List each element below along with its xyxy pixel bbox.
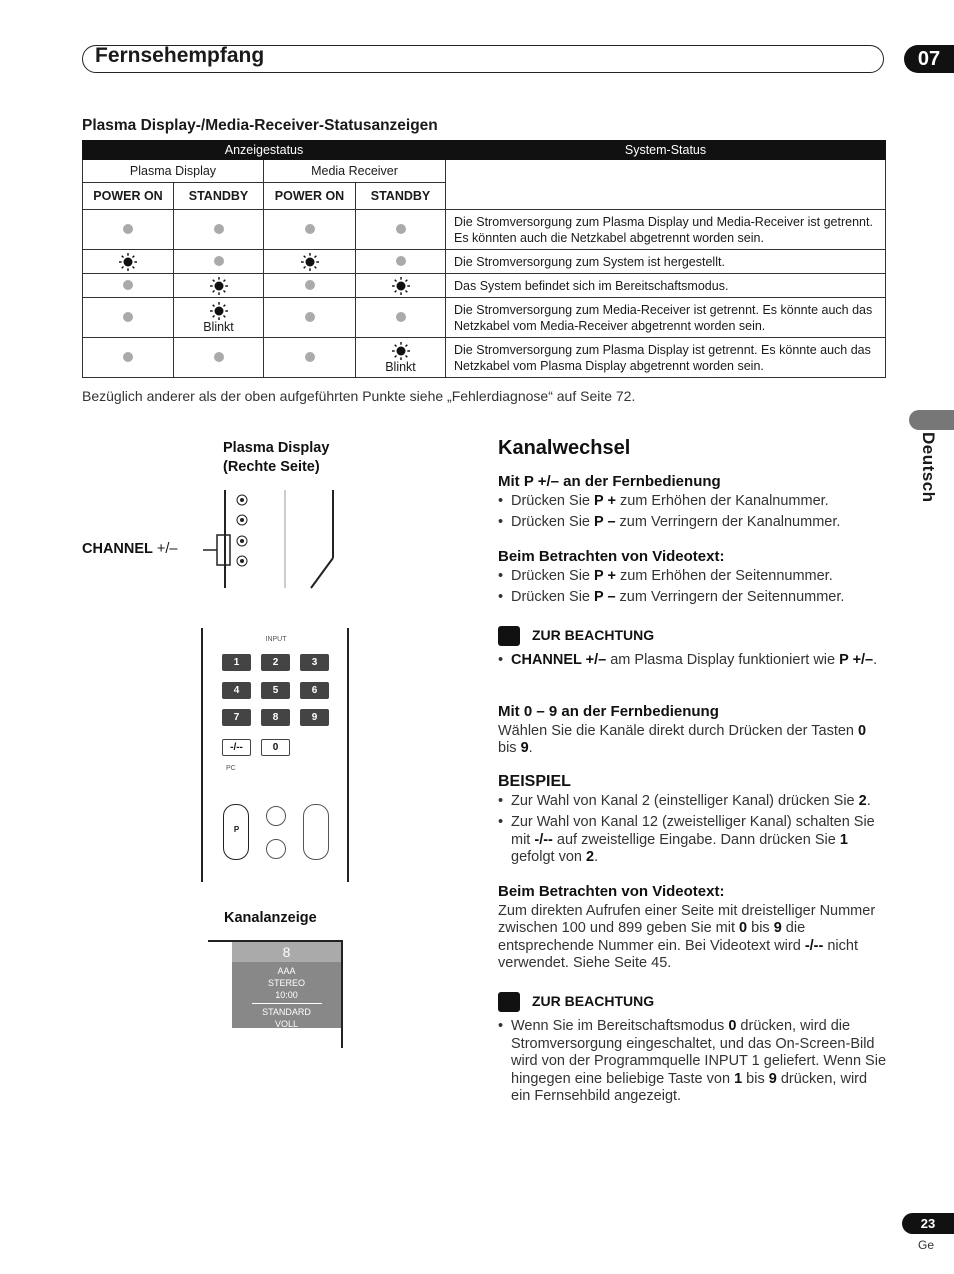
section-p-buttons: [498, 473, 888, 532]
status-table: [82, 140, 886, 378]
led-off-icon: [214, 224, 224, 234]
note-icon: [498, 626, 520, 646]
list-item: • Drücken Sie P + zum Erhöhen der Kanalnummer.: [498, 493, 888, 511]
channel-osd: [232, 942, 341, 1028]
plasma-label-2: (Rechte Seite): [223, 459, 320, 475]
kanalanzeige-label: Kanalanzeige: [224, 910, 317, 926]
page-title: Fernsehempfang: [95, 44, 265, 67]
led-off-icon: [305, 280, 315, 290]
list-item: • Drücken Sie P – zum Verringern der Kanalnummer.: [498, 514, 888, 532]
col-header-receiver: Media Receiver: [264, 160, 446, 183]
key-4[interactable]: 4: [222, 682, 251, 699]
channel-suffix: +/–: [152, 541, 178, 557]
p-label: P: [233, 825, 240, 834]
section-title: Kanalwechsel: [498, 437, 631, 459]
chapter-badge: 07: [904, 45, 954, 73]
led-off-icon: [214, 352, 224, 362]
channel-callout: [82, 541, 177, 557]
col-header-system: System-Status: [446, 141, 886, 160]
subheading: BEISPIEL: [498, 773, 571, 790]
col-power-on: POWER ON: [83, 183, 174, 210]
note-heading: ZUR BEACHTUNG: [532, 626, 655, 643]
list-item: • CHANNEL +/– am Plasma Display funktioniert wie P +/–.: [498, 652, 888, 670]
note-1: [498, 626, 888, 670]
osd-time: 10:00: [275, 990, 298, 1000]
led-off-icon: [305, 224, 315, 234]
note-heading: ZUR BEACHTUNG: [532, 992, 655, 1009]
led-off-icon: [305, 312, 315, 322]
status-desc: Die Stromversorgung zum Media-Receiver ist getrennt. Es könnte auch das Netzkabel vom Media-Receiver abgetrennt worden sein.: [446, 298, 886, 338]
list-item: • Drücken Sie P + zum Erhöhen der Seitennummer.: [498, 568, 888, 586]
status-desc: Die Stromversorgung zum System ist hergestellt.: [446, 250, 886, 274]
col-standby: STANDBY: [356, 183, 446, 210]
key-6[interactable]: 6: [300, 682, 329, 699]
led-off-icon: [396, 224, 406, 234]
channel-label: CHANNEL: [82, 541, 153, 557]
col-standby: STANDBY: [174, 183, 264, 210]
sound-mode-button[interactable]: [266, 806, 286, 826]
remote-control-illustration: [201, 628, 351, 882]
section-digit-keys: [498, 703, 888, 758]
list-item: • Zur Wahl von Kanal 12 (zweistelliger Kanal) schalten Sie mit -/-- auf zweistellige Eingabe. Dann drücken Sie 1 gefolgt von 2.: [498, 814, 888, 867]
col-power-on: POWER ON: [264, 183, 356, 210]
plasma-label-1: Plasma Display: [223, 440, 330, 456]
subheading: Mit 0 – 9 an der Fernbedienung: [498, 703, 719, 720]
plasma-side-panel-illustration: [195, 488, 340, 590]
led-blink-icon: [210, 302, 228, 320]
volume-rocker[interactable]: [303, 804, 329, 860]
key-7[interactable]: 7: [222, 709, 251, 726]
input-label: INPUT: [265, 636, 287, 643]
subheading: Mit P +/– an der Fernbedienung: [498, 473, 721, 490]
status-desc: Die Stromversorgung zum Plasma Display ist getrennt. Es könnte auch das Netzkabel vom Plasma Display abgetrennt worden sein.: [446, 338, 886, 378]
led-off-icon: [305, 352, 315, 362]
blink-label: Blinkt: [203, 320, 234, 334]
page-number: 23: [902, 1213, 954, 1234]
status-heading: Plasma Display-/Media-Receiver-Statusanzeigen: [82, 117, 438, 134]
led-off-icon: [396, 256, 406, 266]
key-3[interactable]: 3: [300, 654, 329, 671]
status-desc: Die Stromversorgung zum Plasma Display und Media-Receiver ist getrennt. Es könnten auch die Netzkabel abgetrennt worden sein.: [446, 210, 886, 250]
led-blink-icon: [392, 342, 410, 360]
led-on-icon: [301, 253, 319, 271]
led-on-icon: [392, 277, 410, 295]
key-5[interactable]: 5: [261, 682, 290, 699]
led-off-icon: [123, 352, 133, 362]
led-on-icon: [119, 253, 137, 271]
led-off-icon: [123, 280, 133, 290]
led-off-icon: [123, 224, 133, 234]
mute-button[interactable]: [266, 839, 286, 859]
key-1[interactable]: 1: [222, 654, 251, 671]
led-off-icon: [396, 312, 406, 322]
list-item: • Wenn Sie im Bereitschaftsmodus 0 drücken, wird die Stromversorgung eingeschaltet, und das On-Screen-Bild wird von der Programmquelle INPUT 1 geliefert. Wenn Sie hingegen eine beliebige Taste von 1 bis 9 drücken, wird ein Fernsehbild angezeigt.: [498, 1018, 888, 1106]
key-9[interactable]: 9: [300, 709, 329, 726]
note-2: [498, 992, 888, 1106]
led-off-icon: [214, 256, 224, 266]
list-item: • Drücken Sie P – zum Verringern der Seitennummer.: [498, 589, 888, 607]
subheading: Beim Betrachten von Videotext:: [498, 548, 725, 565]
paragraph: Zum direkten Aufrufen einer Seite mit dreistelliger Nummer zwischen 100 und 899 geben Sie mit 0 bis 9 die entsprechende Nummer ein. Bei Videotext wird -/-- nicht verwendet. Siehe Seite 45.: [498, 902, 876, 971]
section-example: [498, 773, 888, 867]
subheading: Beim Betrachten von Videotext:: [498, 883, 725, 900]
blink-label: Blinkt: [385, 360, 416, 374]
osd-picture-mode: STANDARD: [262, 1007, 311, 1017]
osd-screen-size: VOLL: [274, 1019, 298, 1029]
col-header-anzeige: Anzeigestatus: [83, 141, 446, 160]
plasma-display-caption: [223, 439, 329, 477]
note-icon: [498, 992, 520, 1012]
led-on-icon: [210, 277, 228, 295]
section-videotext-1: [498, 548, 888, 607]
led-off-icon: [123, 312, 133, 322]
key-digit-mode[interactable]: -/--: [222, 739, 251, 756]
language-code: Ge: [918, 1238, 935, 1252]
col-header-plasma: Plasma Display: [83, 160, 264, 183]
key-8[interactable]: 8: [261, 709, 290, 726]
status-desc: Das System befindet sich im Bereitschaftsmodus.: [446, 274, 886, 298]
side-tab: [909, 410, 954, 430]
osd-channel-number: 8: [232, 942, 341, 962]
paragraph: Wählen Sie die Kanäle direkt durch Drücken der Tasten 0 bis 9.: [498, 722, 867, 756]
language-tab-label: Deutsch: [919, 432, 938, 503]
osd-audio: STEREO: [267, 978, 305, 988]
key-0[interactable]: 0: [261, 739, 290, 756]
section-videotext-2: [498, 883, 888, 973]
key-2[interactable]: 2: [261, 654, 290, 671]
status-footnote: Bezüglich anderer als der oben aufgeführten Punkte siehe „Fehlerdiagnose“ auf Seite 72.: [82, 388, 636, 404]
pc-label: PC: [226, 765, 236, 772]
list-item: • Zur Wahl von Kanal 2 (einstelliger Kanal) drücken Sie 2.: [498, 793, 888, 811]
osd-channel-name: AAA: [277, 966, 296, 976]
